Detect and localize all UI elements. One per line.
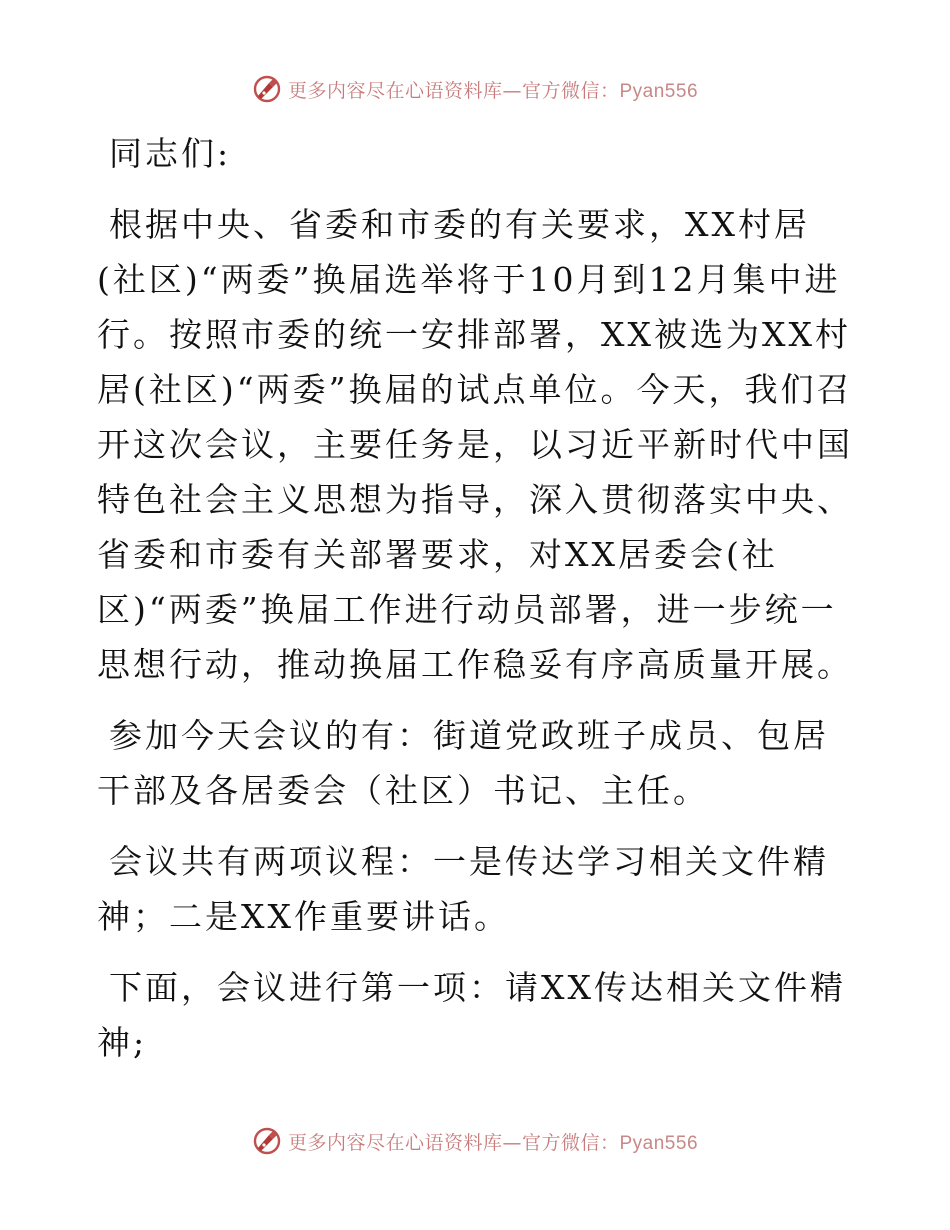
footer-watermark (0, 1124, 950, 1158)
header-watermark (0, 72, 950, 106)
paragraph-intro: 根据中央、省委和市委的有关要求，XX村居(社区)“两委”换届选举将于10月到12月集中进行。按照市委的统一安排部署，XX被选为XX村居(社区)“两委”换届的试点单位。今天，我们召开这次会议，主要任务是，以习近平新时代中国特色社会主义思想为指导，深入贯彻落实中央、省委和市委有关部署要求，对XX居委会(社区)“两委”换届工作进行动员部署，进一步统一思想行动，推动换届工作稳妥有序高质量开展。 (97, 205, 853, 684)
watermark-handle: Pyan556 (619, 1132, 699, 1154)
document-body (97, 126, 853, 1070)
paragraph-agenda: 会议共有两项议程：一是传达学习相关文件精神；二是XX作重要讲话。 (97, 842, 829, 936)
pen-nib-circle-icon (252, 74, 282, 104)
watermark-handle: Pyan556 (619, 80, 699, 102)
paragraph-first-item: 下面，会议进行第一项：请XX传达相关文件精神; (97, 968, 846, 1062)
paragraph-attendees: 参加今天会议的有：街道党政班子成员、包居干部及各居委会（社区）书记、主任。 (97, 716, 829, 810)
pen-nib-circle-icon (252, 1126, 282, 1156)
watermark-text: 更多内容尽在心语资料库—官方微信： (287, 1131, 620, 1154)
watermark-text: 更多内容尽在心语资料库—官方微信： (287, 79, 620, 102)
greeting: 同志们: (109, 134, 232, 173)
